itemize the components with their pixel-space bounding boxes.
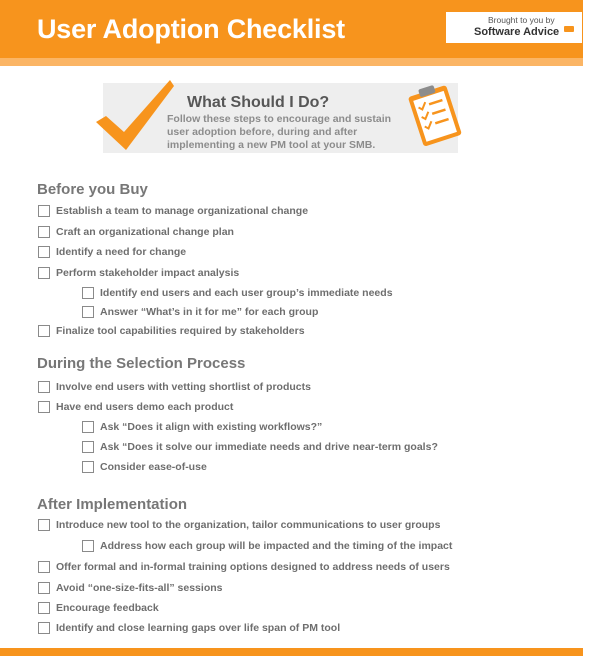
checklist-item-label: Identify a need for change (56, 246, 187, 258)
checkbox[interactable] (38, 267, 50, 279)
checklist-item[interactable] (38, 266, 239, 280)
callout-text: Follow these steps to encourage and sustain user adoption before, during and after implementing a new PM tool at your SMB. (167, 113, 392, 151)
checkbox[interactable] (82, 441, 94, 453)
checklist-item-label: Identify and close learning gaps over life span of PM tool (56, 622, 341, 634)
checklist-item[interactable] (38, 601, 159, 615)
checklist-item-label: Avoid “one-size-fits-all” sessions (56, 582, 223, 594)
checklist-subitem[interactable] (82, 539, 452, 553)
checklist-subitem[interactable] (82, 420, 322, 434)
checklist-item-label: Consider ease-of-use (100, 461, 207, 473)
checklist-item[interactable] (38, 380, 311, 394)
checklist-item-label: Ask “Does it solve our immediate needs and drive near-term goals? (100, 441, 438, 453)
brand-name: Software Advice (474, 26, 560, 38)
checklist-subitem[interactable] (82, 305, 318, 319)
checkbox[interactable] (38, 561, 50, 573)
section-heading-before: Before you Buy (37, 181, 148, 198)
checklist-item-label: Craft an organizational change plan (56, 226, 234, 238)
checklist-item-label: Involve end users with vetting shortlist of products (56, 381, 311, 393)
callout-title: What Should I Do? (187, 94, 330, 111)
checkbox[interactable] (38, 602, 50, 614)
checklist-item-label: Introduce new tool to the organization, tailor communications to user groups (56, 519, 441, 531)
checkbox[interactable] (38, 205, 50, 217)
checklist-item-label: Encourage feedback (56, 602, 159, 614)
checklist-item-label: Perform stakeholder impact analysis (56, 267, 240, 279)
checklist-item-label: Identify end users and each user group’s immediate needs (100, 287, 393, 299)
checkbox[interactable] (82, 461, 94, 473)
checklist-item-label: Offer formal and in-formal training options designed to address needs of users (56, 561, 450, 573)
checkbox[interactable] (38, 622, 50, 634)
page-title: User Adoption Checklist (37, 14, 345, 44)
checkbox[interactable] (38, 381, 50, 393)
checkmark-icon (96, 80, 176, 152)
checkbox[interactable] (38, 582, 50, 594)
checklist-item[interactable] (38, 225, 234, 239)
checklist-item-label: Finalize tool capabilities required by stakeholders (56, 325, 305, 337)
checklist-item[interactable] (38, 621, 340, 635)
checklist-item[interactable] (38, 204, 308, 218)
checklist-subitem[interactable] (82, 286, 393, 300)
section-heading-during: During the Selection Process (37, 355, 246, 372)
checklist-item-label: Ask “Does it align with existing workflows?” (100, 421, 323, 433)
checkbox[interactable] (38, 226, 50, 238)
checklist-item-label: Address how each group will be impacted and the timing of the impact (100, 540, 453, 552)
brought-by-text: Brought to you by (488, 15, 555, 25)
checklist-subitem[interactable] (82, 460, 207, 474)
checkbox[interactable] (82, 306, 94, 318)
clipboard-icon (402, 80, 466, 146)
checklist-item[interactable] (38, 518, 440, 532)
section-heading-after: After Implementation (37, 496, 188, 513)
checklist-item-label: Answer “What’s in it for me” for each group (100, 306, 319, 318)
brand-speech-icon (564, 26, 574, 32)
checklist-item-label: Establish a team to manage organizational change (56, 205, 309, 217)
checkbox[interactable] (82, 540, 94, 552)
checkbox[interactable] (82, 287, 94, 299)
checkbox[interactable] (38, 519, 50, 531)
checklist-item[interactable] (38, 400, 233, 414)
checklist-subitem[interactable] (82, 440, 438, 454)
checklist-item[interactable] (38, 581, 222, 595)
checklist-item[interactable] (38, 560, 450, 574)
checkbox[interactable] (38, 246, 50, 258)
header-stripe (0, 58, 583, 66)
checkbox[interactable] (38, 401, 50, 413)
footer-bar (0, 648, 583, 656)
checkbox[interactable] (38, 325, 50, 337)
checklist-item-label: Have end users demo each product (56, 401, 234, 413)
checkbox[interactable] (82, 421, 94, 433)
checklist-item[interactable] (38, 245, 186, 259)
checklist-item[interactable] (38, 324, 305, 338)
